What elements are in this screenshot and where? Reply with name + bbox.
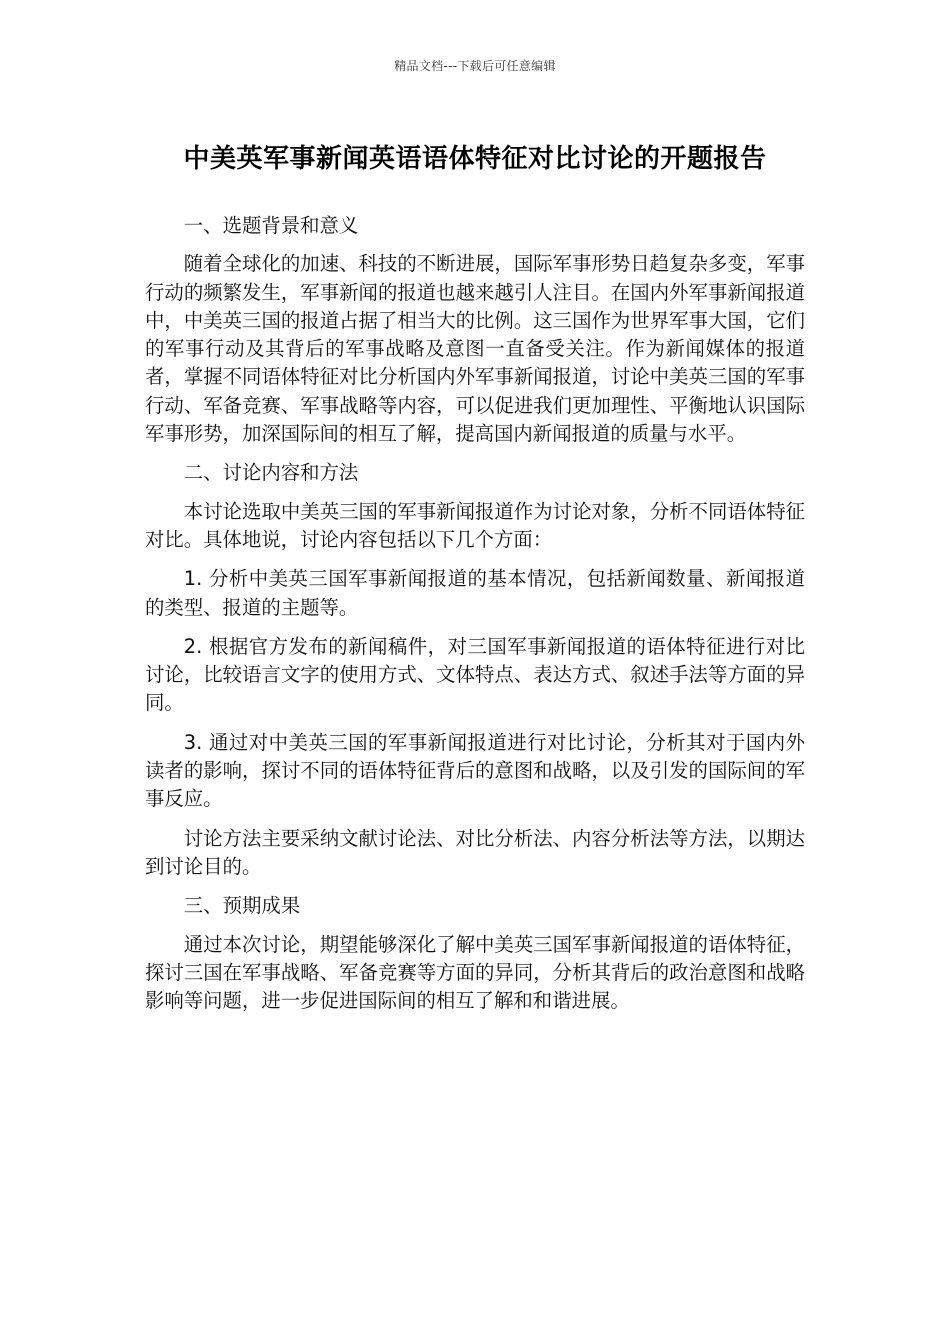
header-note: 精品文档---下载后可任意编辑 bbox=[394, 59, 556, 73]
list-item-3: 3. 通过对中美英三国的军事新闻报道进行对比讨论，分析其对于国内外读者的影响，探讨不同的语体特征背后的意图和战略，以及引发的国际间的军事反应。 bbox=[145, 730, 805, 811]
paragraph-content-intro: 本讨论选取中美英三国的军事新闻报道作为讨论对象，分析不同语体特征对比。具体地说，讨论内容包括以下几个方面： bbox=[145, 499, 805, 551]
document-body bbox=[145, 212, 805, 1026]
section-heading-expected-results: 三、预期成果 bbox=[183, 894, 301, 918]
section-heading-content-method: 二、讨论内容和方法 bbox=[183, 461, 359, 485]
list-item-2: 2. 根据官方发布的新闻稿件，对三国军事新闻报道的语体特征进行对比讨论，比较语言文字的使用方式、文体特点、表达方式、叙述手法等方面的异同。 bbox=[145, 634, 805, 715]
section-heading-background: 一、选题背景和意义 bbox=[183, 214, 359, 237]
paragraph-background: 随着全球化的加速、科技的不断进展，国际军事形势日趋复杂多变，军事行动的频繁发生，军事新闻的报道也越来越引人注目。在国内外军事新闻报道中，中美英三国的报道占据了相当大的比例。这三国作为世界军事大国，它们的军事行动及其背后的军事战略及意图一直备受关注。作为新闻媒体的报道者，掌握不同语体特征对比分析国内外军事新闻报道，讨论中美英三国的军事行动、军备竞赛、军事战略等内容，可以促进我们更加理性、平衡地认识国际军事形势，加深国际间的相互了解，提高国内新闻报道的质量与水平。 bbox=[145, 252, 805, 446]
paragraph-expected-results: 通过本次讨论，期望能够深化了解中美英三国军事新闻报道的语体特征，探讨三国在军事战略、军备竞赛等方面的异同，分析其背后的政治意图和战略影响等问题，进一步促进国际间的相互了解和和谐进展。 bbox=[145, 932, 805, 1013]
paragraph-method: 讨论方法主要采纳文献讨论法、对比分析法、内容分析法等方法，以期达到讨论目的。 bbox=[145, 826, 805, 878]
document-title: 中美英军事新闻英语语体特征对比讨论的开题报告 bbox=[183, 144, 767, 174]
list-item-1: 1. 分析中美英三国军事新闻报道的基本情况，包括新闻数量、新闻报道的类型、报道的主题等。 bbox=[145, 567, 805, 619]
